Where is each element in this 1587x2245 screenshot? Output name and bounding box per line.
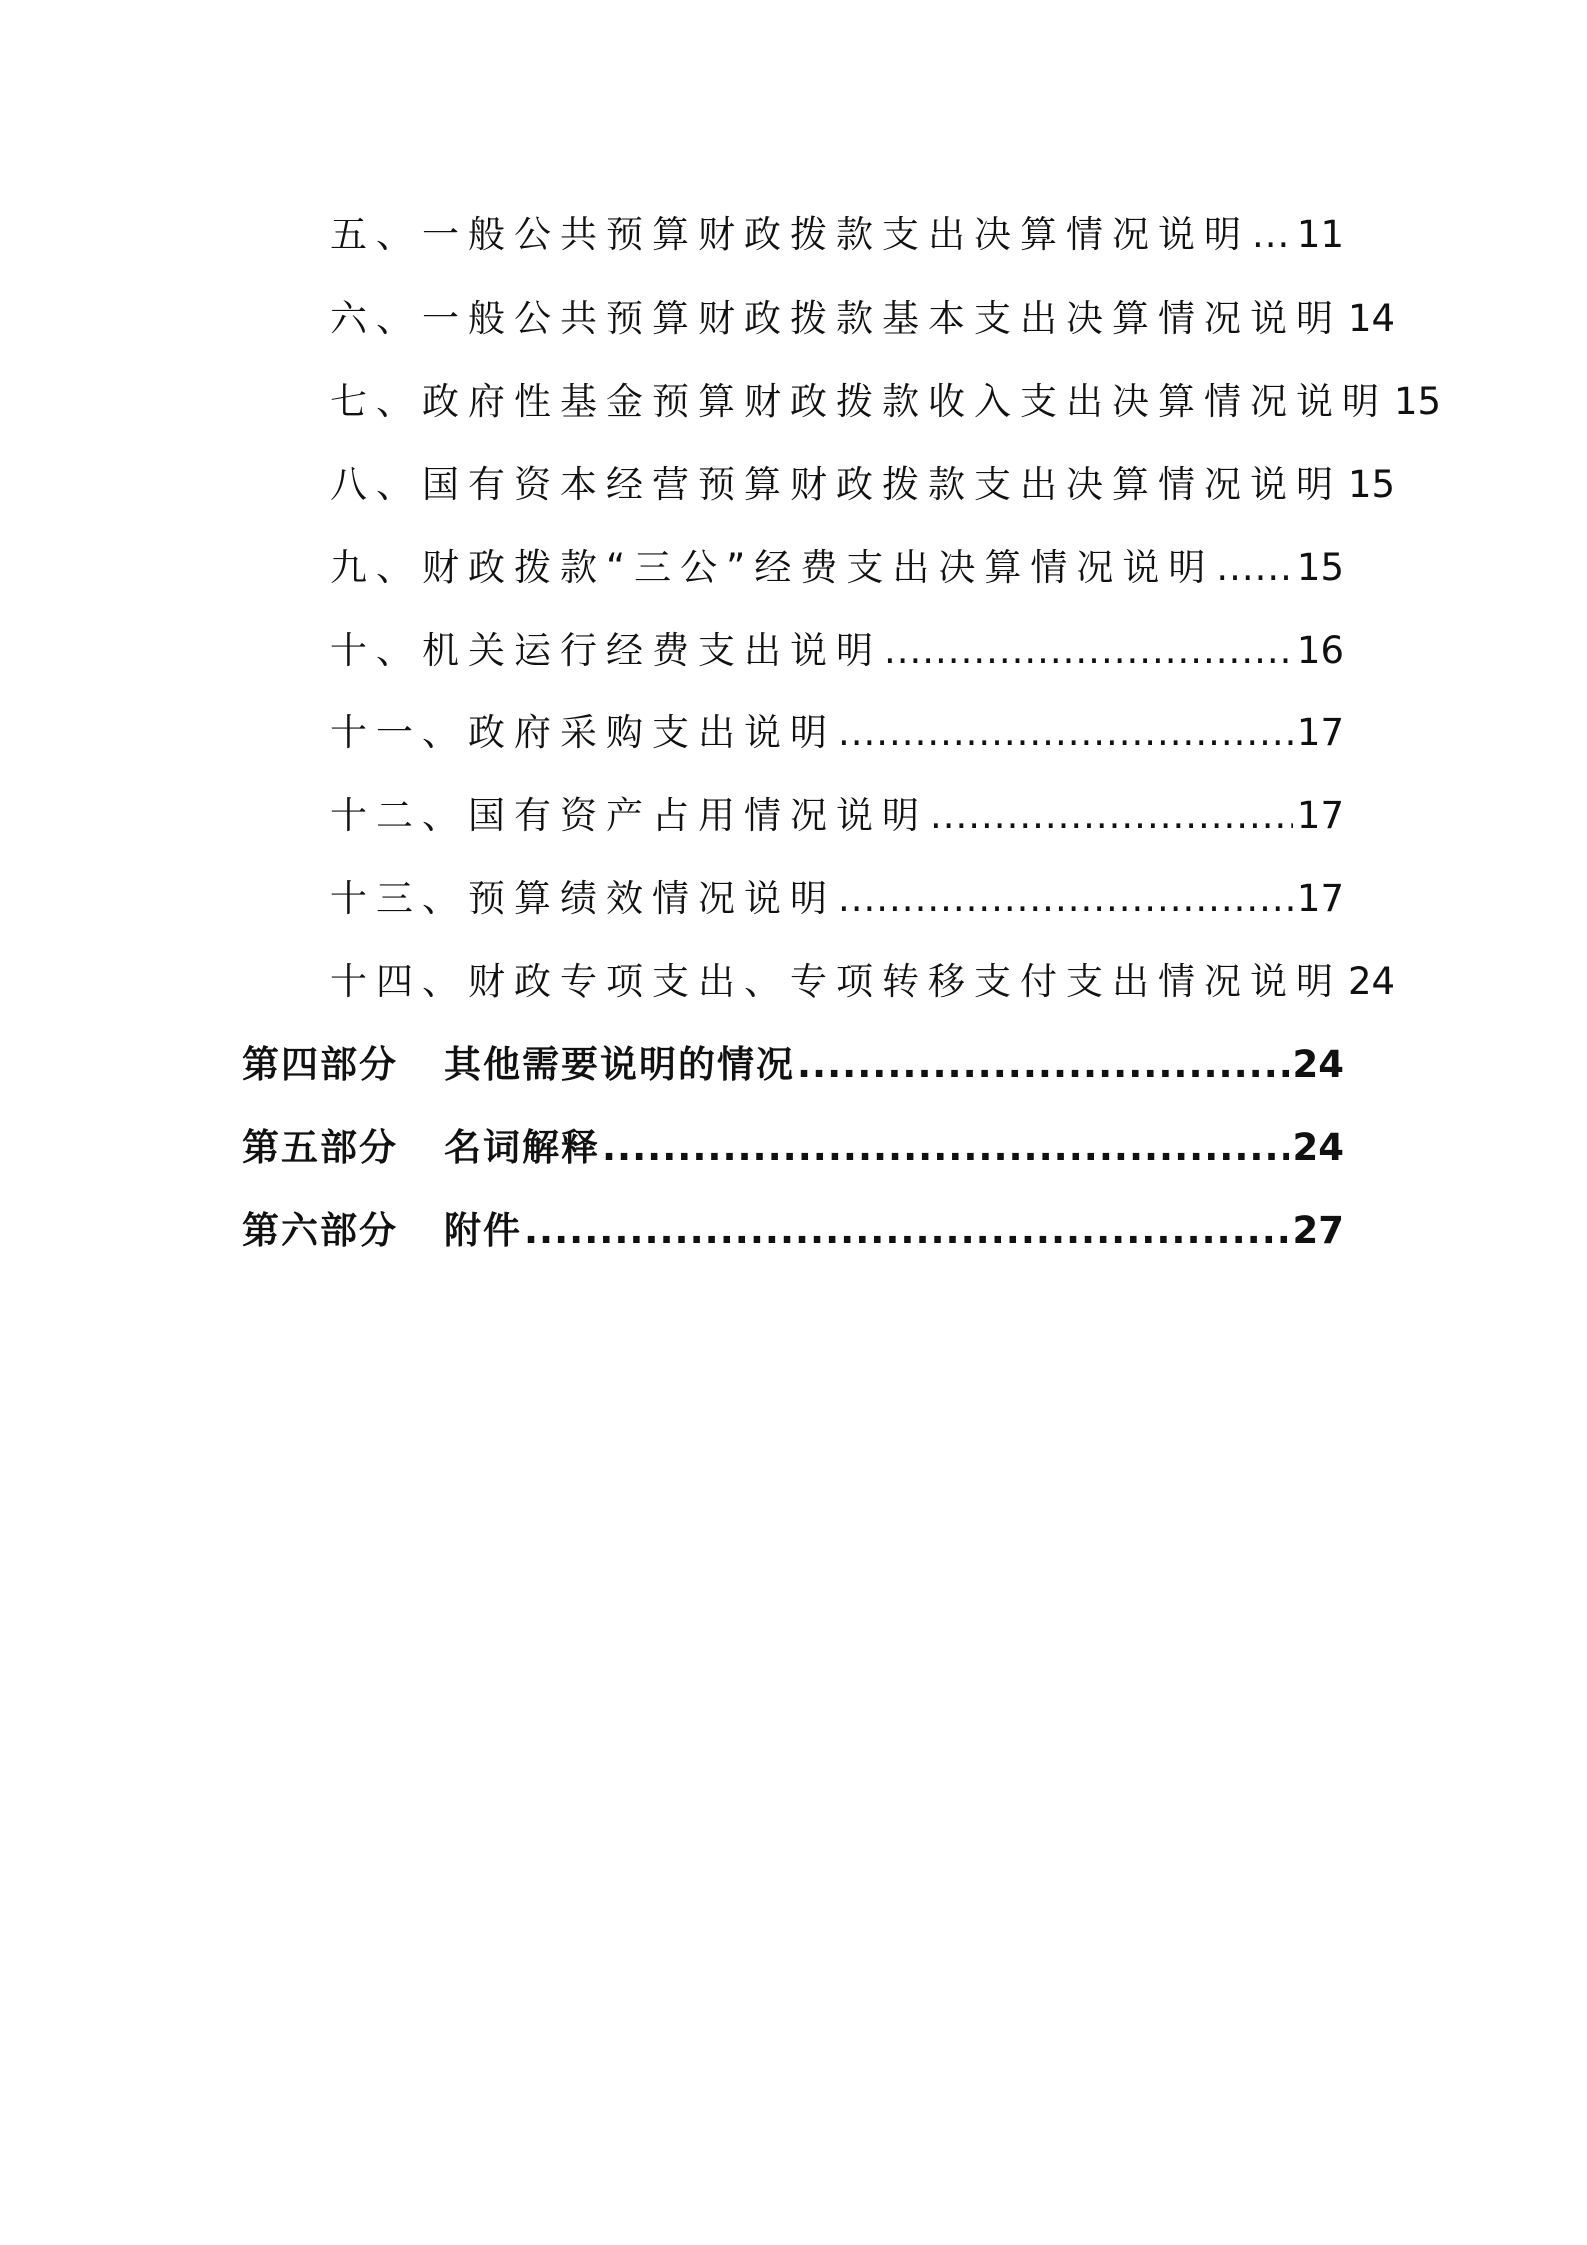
toc-entry-5[interactable] [330,204,1344,264]
toc-part-title: 其他需要说明的情况 [444,1043,795,1086]
toc-entry-12[interactable] [330,785,1344,845]
toc-page-number: 17 [1296,794,1344,837]
toc-leader-dots [602,1126,1289,1169]
toc-part-6[interactable] [242,1200,1344,1260]
toc-entry-title: 十、机关运行经费支出说明 [330,629,882,672]
toc-entry-title: 十二、国有资产占用情况说明 [330,794,928,837]
toc-entry-title: 十一、政府采购支出说明 [330,711,836,754]
toc-part-4[interactable] [242,1034,1344,1094]
toc-entry-10[interactable] [330,620,1344,680]
toc-entry-title: 十四、财政专项支出、专项转移支付支出情况说明 [330,960,1342,1003]
toc-page-number: 24 [1348,960,1396,1003]
toc-page-number: 15 [1348,463,1396,506]
toc-part-title: 名词解释 [444,1126,600,1169]
toc-entry-title: 七、政府性基金预算财政拨款收入支出决算情况说明 [330,380,1388,423]
toc-page-number: 27 [1292,1209,1344,1252]
toc-part-number: 第六部分 [242,1209,398,1252]
toc-page-number: 16 [1296,629,1344,672]
toc-leader-dots [930,794,1293,837]
toc-entry-title: 五、一般公共预算财政拨款支出决算情况说明 [330,213,1250,256]
toc-page-number: 14 [1348,297,1396,340]
toc-entry-11[interactable] [330,702,1344,762]
toc-leader-dots [838,711,1293,754]
toc-page-number: 15 [1394,380,1442,423]
toc-entry-title: 十三、预算绩效情况说明 [330,877,836,920]
toc-entry-9[interactable] [330,537,1344,597]
toc-leader-dots [884,629,1293,672]
toc-part-5[interactable] [242,1117,1344,1177]
toc-part-title: 附件 [444,1209,522,1252]
toc-entry-13[interactable] [330,868,1344,928]
toc-part-number: 第四部分 [242,1043,398,1086]
toc-entry-14[interactable] [330,951,1396,1011]
toc-entry-7[interactable] [330,371,1442,431]
toc-page-number: 15 [1296,546,1344,589]
toc-leader-dots [1252,213,1293,256]
toc-part-number: 第五部分 [242,1126,398,1169]
toc-page-number: 24 [1292,1126,1344,1169]
toc-leader-dots [838,877,1293,920]
toc-entry-8[interactable] [330,454,1396,514]
toc-entry-title: 八、国有资本经营预算财政拨款支出决算情况说明 [330,463,1342,506]
toc-entry-title: 九、财政拨款“三公”经费支出决算情况说明 [330,546,1215,589]
toc-leader-dots [797,1043,1289,1086]
toc-page-number: 17 [1296,711,1344,754]
toc-entry-title: 六、一般公共预算财政拨款基本支出决算情况说明 [330,297,1342,340]
toc-page-number: 17 [1296,877,1344,920]
toc-page-number: 24 [1292,1043,1344,1086]
toc-page-number: 11 [1296,213,1344,256]
toc-leader-dots [1216,546,1293,589]
toc-entry-6[interactable] [330,288,1396,348]
toc-leader-dots [524,1209,1289,1252]
